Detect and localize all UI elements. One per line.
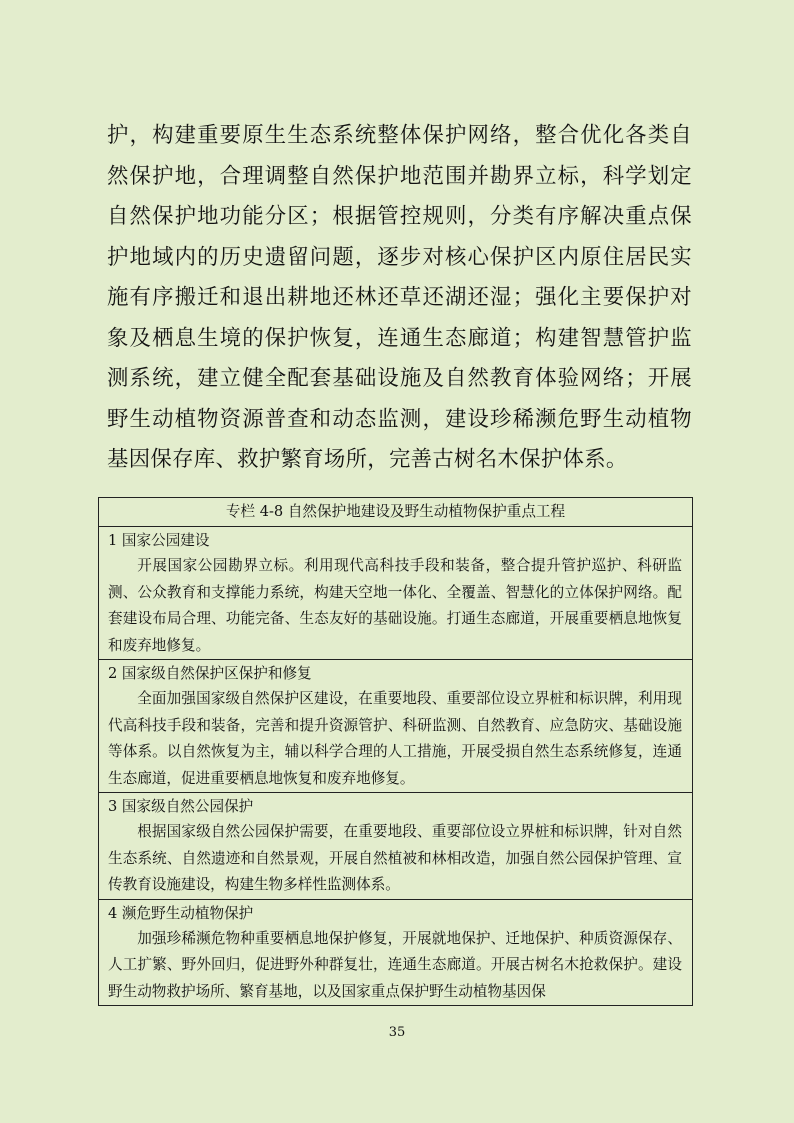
section-national-park [99, 527, 692, 660]
section-body: 开展国家公园勘界立标。利用现代高科技手段和装备，整合提升管护巡护、科研监测、公众教育和支撑能力系统，构建天空地一体化、全覆盖、智慧化的立体保护网络。配套建设布局合理、功能完备、生态友好的基础设施。打通生态廊道，开展重要栖息地恢复和废弃地修复。 [108, 557, 682, 654]
section-title: 3 国家级自然公园保护 [108, 798, 254, 815]
section-title: 1 国家公园建设 [108, 532, 210, 549]
section-body: 加强珍稀濒危物种重要栖息地保护修复，开展就地保护、迁地保护、种质资源保存、人工扩繁、野外回归，促进野外种群复壮，连通生态廊道。开展古树名木抢救保护。建设野生动物救护场所、繁育基地，以及国家重点保护野生动植物基因保 [108, 929, 682, 1000]
box-title: 专栏 4-8 自然保护地建设及野生动植物保护重点工程 [99, 498, 692, 527]
section-title: 4 濒危野生动植物保护 [108, 904, 254, 922]
project-box [98, 497, 693, 1006]
section-nature-park [99, 793, 692, 900]
section-body: 全面加强国家级自然保护区建设，在重要地段、重要部位设立界桩和标识牌，利用现代高科技手段和装备，完善和提升资源管护、科研监测、自然教育、应急防灾、基础设施等体系。以自然恢复为主，辅以科学合理的人工措施，开展受损自然生态系统修复，连通生态廊道，促进重要栖息地恢复和废弃地修复。 [108, 690, 682, 787]
section-endangered-species [99, 900, 692, 1006]
body-paragraph: 护，构建重要原生生态系统整体保护网络，整合优化各类自然保护地，合理调整自然保护地范围并勘界立标，科学划定自然保护地功能分区；根据管控规则，分类有序解决重点保护地域内的历史遗留问题，逐步对核心保护区内原住居民实施有序搬迁和退出耕地还林还草还湖还湿；强化主要保护对象及栖息生境的保护恢复，连通生态廊道；构建智慧管护监测系统，建立健全配套基础设施及自然教育体验网络；开展野生动植物资源普查和动态监测，建设珍稀濒危野生动植物基因保存库、救护繁育场所，完善古树名木保护体系。 [107, 123, 692, 472]
body-text [107, 116, 692, 481]
section-title: 2 国家级自然保护区保护和修复 [108, 665, 312, 682]
page-number: 35 [388, 1025, 406, 1040]
section-body: 根据国家级自然公园保护需要，在重要地段、重要部位设立界桩和标识牌，针对自然生态系统、自然遗迹和自然景观，开展自然植被和林相改造，加强自然公园保护管理、宣传教育设施建设，构建生物多样性监测体系。 [108, 823, 682, 893]
section-nature-reserve [99, 660, 692, 793]
